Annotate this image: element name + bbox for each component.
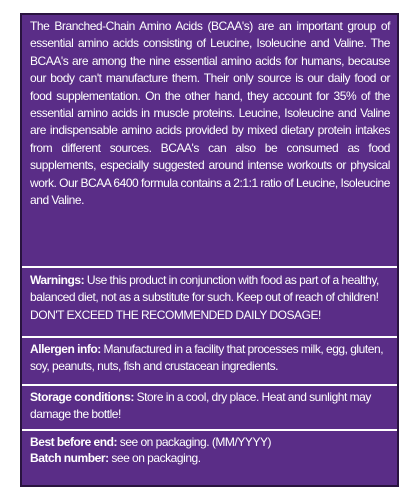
allergen-text: Manufactured in a facility that processes milk, egg, gluten, soy, peanuts, nuts, fish and crustacean ingredients. xyxy=(30,342,384,374)
warnings-text: Use this product in conjunction with food as part of a healthy, balanced diet, not as a substitute for such. Keep out of reach of children! DON'T EXCEED THE RECOMMENDED DAILY DOSAGE! xyxy=(30,273,379,322)
product-info-panel xyxy=(20,13,399,487)
intro-paragraph xyxy=(22,18,397,209)
allergen-section xyxy=(22,341,397,376)
divider xyxy=(22,429,397,431)
storage-label: Storage conditions: xyxy=(30,390,134,404)
storage-section xyxy=(22,389,397,424)
allergen-label: Allergen info: xyxy=(30,342,101,356)
batch-number-text: see on packaging. xyxy=(111,450,201,465)
batch-number-line xyxy=(30,451,390,467)
best-before-line xyxy=(30,435,390,451)
warnings-label: Warnings: xyxy=(30,273,85,287)
packaging-info-section xyxy=(22,435,397,466)
divider xyxy=(22,384,397,386)
storage-text: Store in a cool, dry place. Heat and sunlight may damage the bottle! xyxy=(30,390,371,422)
best-before-text: see on packaging. (MM/YYYY) xyxy=(119,435,272,449)
best-before-label: Best before end: xyxy=(30,435,118,449)
intro-text: The Branched-Chain Amino Acids (BCAA's) are an important group of essential amino acids consisting of Leucine, Isoleucine and Valine. The BCAA's are among the nine essential amino acids for humans, because our body can't manufacture them. Their only source is our daily food or food supplementation. On the other hand, they account for 35% of the essential amino acids in muscle proteins. Leucine, Isoleucine and Valine are indispensable amino acids provided by mixed dietary protein intakes from different sources. BCAA's can also be consumed as food supplements, especially suggested around intense workouts or physical work. Our BCAA 6400 formula contains a 2:1:1 ratio of Leucine, Isoleucine and Valine. xyxy=(30,19,390,208)
batch-number-label: Batch number: xyxy=(30,450,109,465)
divider xyxy=(22,266,397,268)
divider xyxy=(22,336,397,338)
warnings-section xyxy=(22,272,397,324)
